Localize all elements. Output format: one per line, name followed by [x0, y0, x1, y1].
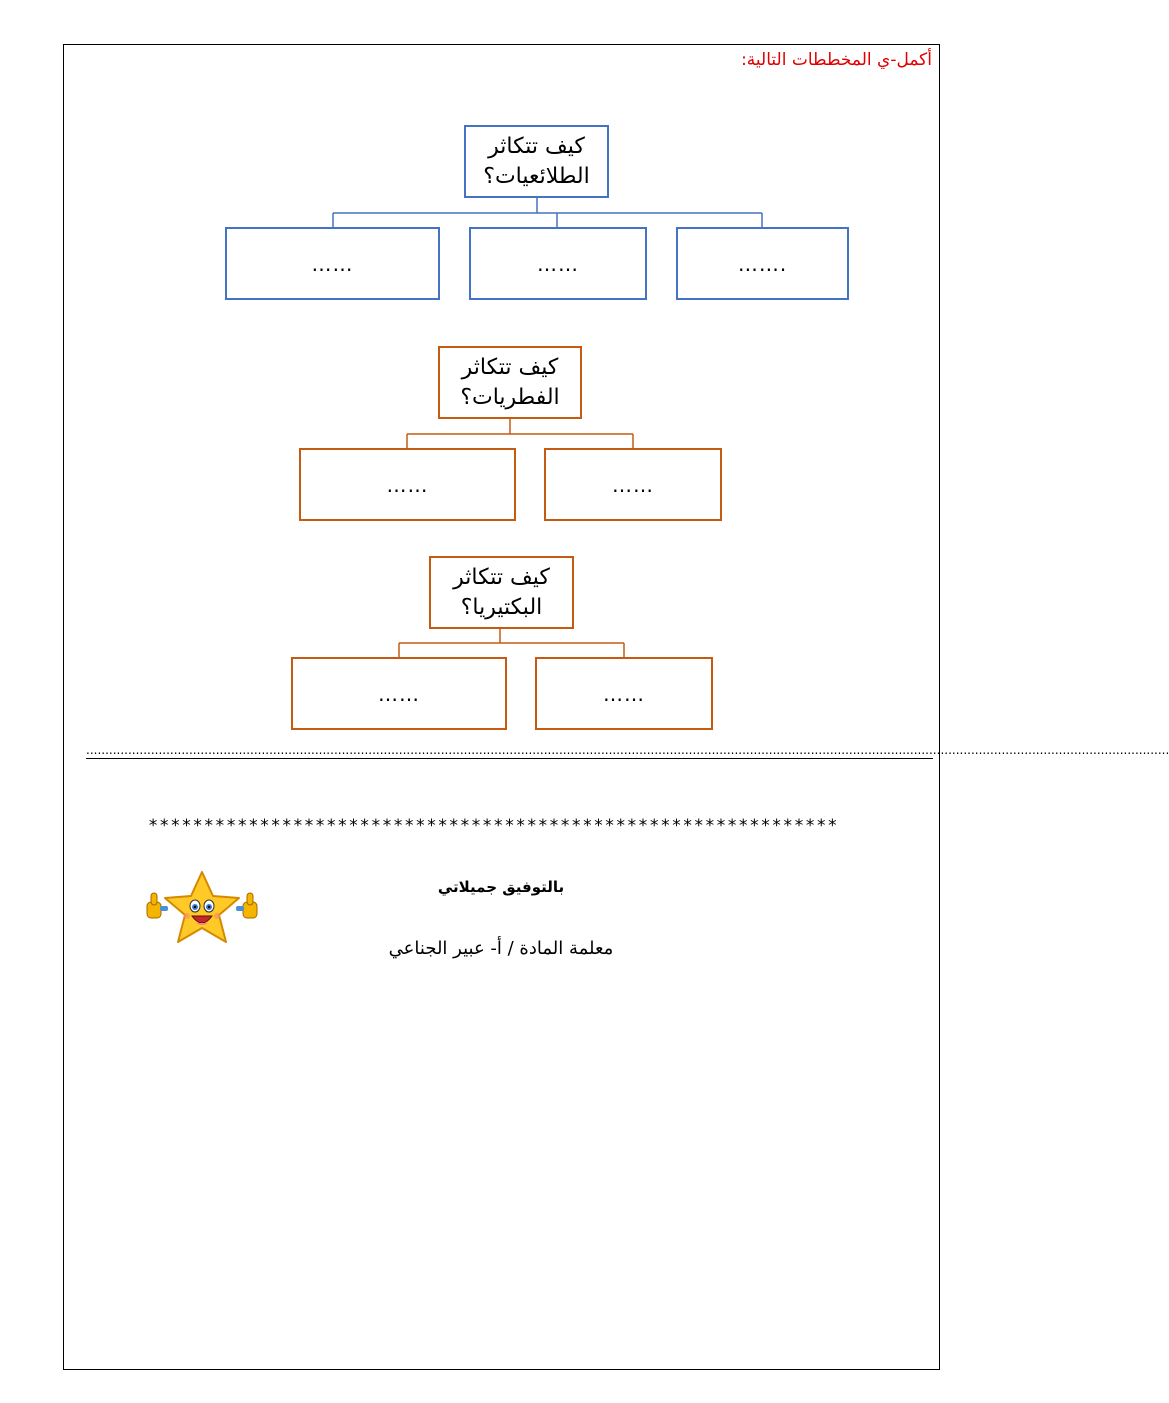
- diagram-2-answer-box-2[interactable]: [299, 448, 516, 521]
- teacher-name: معلمة المادة / أ- عبير الجناعي: [388, 938, 614, 959]
- diagram-2-question-line1: كيف تتكاثر: [461, 354, 559, 380]
- diagram-2-connectors: [407, 418, 633, 449]
- diagram-1-question-box: [464, 125, 609, 198]
- diagram-1-question-line1: كيف تتكاثر: [488, 133, 585, 159]
- diagram-3-question-box: [429, 556, 574, 629]
- diagram-1-answer-box-3[interactable]: [225, 227, 440, 300]
- answer-placeholder: ……: [537, 251, 579, 276]
- answer-placeholder: ……: [603, 681, 645, 706]
- answer-placeholder: …….: [737, 251, 788, 276]
- answer-placeholder: ……: [386, 472, 429, 497]
- answer-placeholder: ……: [311, 251, 354, 276]
- diagram-2-question-line2: الفطريات؟: [460, 384, 560, 410]
- good-luck-text: بالتوفيق جميلاتي: [437, 878, 565, 896]
- dotted-answer-line: ............................................................................................................................................................................................................................................................................................: [86, 743, 1169, 757]
- diagram-3-connectors: [399, 628, 624, 658]
- diagram-3-question-line2: البكتيريا؟: [460, 594, 543, 620]
- diagram-2-answer-box-1[interactable]: [544, 448, 722, 521]
- diagram-1-answer-box-1[interactable]: [676, 227, 849, 300]
- instruction-text: أكمل-ي المخططات التالية:: [741, 50, 932, 70]
- diagram-2-question-box: [438, 346, 582, 419]
- diagram-3-answer-box-2[interactable]: [291, 657, 507, 730]
- diagram-1-connectors: [333, 197, 762, 228]
- diagram-1-answer-box-2[interactable]: [469, 227, 647, 300]
- smiling-star-icon: [140, 868, 264, 950]
- diagram-3-answer-box-1[interactable]: [535, 657, 713, 730]
- thumbs-up-left-icon: [147, 893, 168, 918]
- diagram-3-question-line1: كيف تتكاثر: [453, 564, 550, 590]
- answer-placeholder: ……: [378, 681, 420, 706]
- answer-placeholder: ……: [612, 472, 654, 497]
- diagram-1-question-line2: الطلائعيات؟: [483, 163, 590, 189]
- thumbs-up-right-icon: [236, 893, 257, 918]
- star-separator: **************************************************************: [148, 816, 839, 836]
